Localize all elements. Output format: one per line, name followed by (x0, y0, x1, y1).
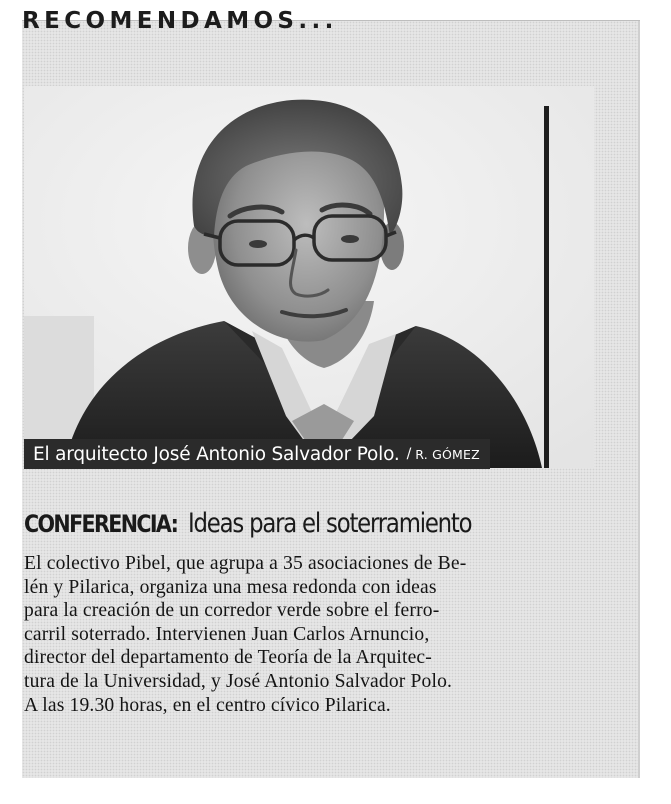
body-line: director del departamento de Teoría de la Arquitec- (24, 647, 432, 669)
headline-title: Ideas para el soterramiento (188, 508, 472, 539)
vertical-post (544, 106, 549, 468)
portrait-photo (24, 86, 594, 468)
photo-caption-bar (24, 439, 490, 469)
right-eye (341, 235, 359, 243)
body-line: A las 19.30 horas, en el centro cívico Pilarica. (24, 694, 391, 716)
caption-separator: / (406, 446, 412, 462)
portrait-illustration (24, 86, 594, 468)
clipping-edge (638, 21, 640, 778)
photo-caption: El arquitecto José Antonio Salvador Polo. (33, 443, 400, 465)
body-line: para la creación de un corredor verde sobre el ferro- (24, 600, 440, 622)
left-eye (249, 240, 267, 248)
article-headline (24, 508, 604, 539)
headline-kicker: CONFERENCIA: (24, 510, 178, 538)
body-line: carril soterrado. Intervienen Juan Carlos Arnuncio, (24, 623, 430, 645)
body-line: lén y Pilarica, organiza una mesa redonda con ideas (24, 576, 437, 598)
photo-credit: R. GÓMEZ (415, 446, 480, 462)
article-body (24, 552, 606, 717)
section-title: RECOMENDAMOS... (22, 8, 338, 34)
body-line: El colectivo Pibel, que agrupa a 35 asociaciones de Be- (24, 553, 467, 574)
body-line: tura de la Universidad, y José Antonio Salvador Polo. (24, 670, 453, 692)
